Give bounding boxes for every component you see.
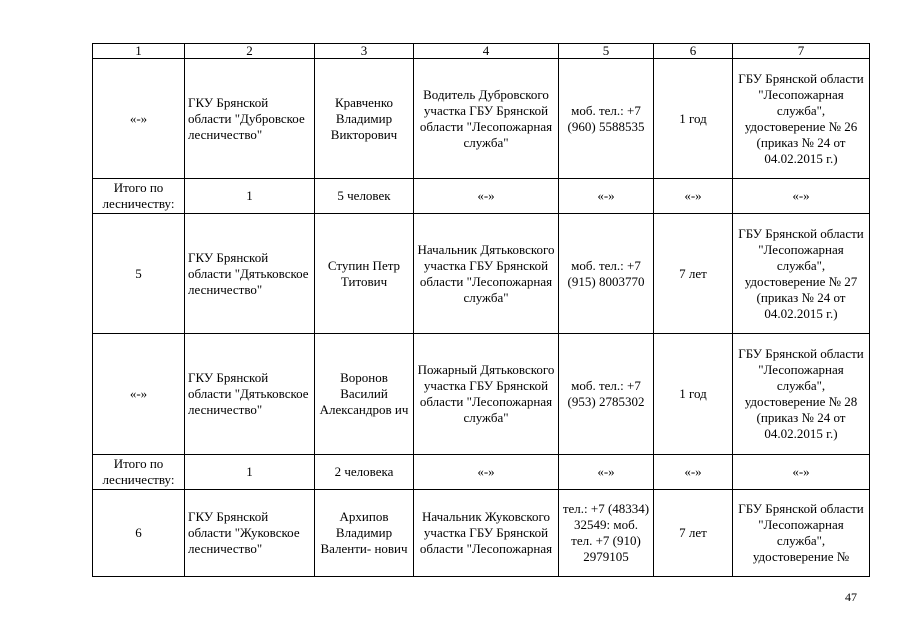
table-row	[93, 59, 870, 179]
total-row	[93, 179, 870, 214]
organization-cell: ГКУ Брянской области "Жуковское лесничество"	[185, 490, 315, 577]
experience-cell: 1 год	[654, 59, 733, 179]
total-cell: «-»	[654, 179, 733, 214]
table-row	[93, 334, 870, 455]
total-cell: 1	[185, 179, 315, 214]
phone-cell: моб. тел.: +7 (953) 2785302	[559, 334, 654, 455]
total-label: Итого по лесничеству:	[93, 455, 185, 490]
total-cell: «-»	[733, 179, 870, 214]
total-cell: «-»	[559, 455, 654, 490]
total-label: Итого по лесничеству:	[93, 179, 185, 214]
position-cell: Водитель Дубровского участка ГБУ Брянской области "Лесопожарная служба"	[414, 59, 559, 179]
column-number: 3	[315, 44, 414, 59]
name-cell: Ступин Петр Титович	[315, 214, 414, 334]
total-cell: 1	[185, 455, 315, 490]
certificate-cell: ГБУ Брянской области "Лесопожарная служба", удостоверение № 28 (приказ № 24 от 04.02.2015 г.)	[733, 334, 870, 455]
total-cell: «-»	[559, 179, 654, 214]
organization-cell: ГКУ Брянской области "Дубровское лесничество"	[185, 59, 315, 179]
certificate-cell: ГБУ Брянской области "Лесопожарная служба", удостоверение № 26 (приказ № 24 от 04.02.2015 г.)	[733, 59, 870, 179]
position-cell: Пожарный Дятьковского участка ГБУ Брянской области "Лесопожарная служба"	[414, 334, 559, 455]
page-number: 47	[845, 590, 857, 604]
experience-cell: 1 год	[654, 334, 733, 455]
table-row	[93, 214, 870, 334]
total-cell: «-»	[414, 455, 559, 490]
position-cell: Начальник Дятьковского участка ГБУ Брянской области "Лесопожарная служба"	[414, 214, 559, 334]
total-row	[93, 455, 870, 490]
row-number: «-»	[93, 334, 185, 455]
certificate-cell: ГБУ Брянской области "Лесопожарная служба", удостоверение № 27 (приказ № 24 от 04.02.2015 г.)	[733, 214, 870, 334]
row-number: 5	[93, 214, 185, 334]
total-cell: 2 человека	[315, 455, 414, 490]
row-number: 6	[93, 490, 185, 577]
phone-cell: моб. тел.: +7 (960) 5588535	[559, 59, 654, 179]
name-cell: Воронов Василий Александров ич	[315, 334, 414, 455]
name-cell: Кравченко Владимир Викторович	[315, 59, 414, 179]
personnel-table	[92, 43, 870, 577]
table-row	[93, 490, 870, 577]
position-cell: Начальник Жуковского участка ГБУ Брянской области "Лесопожарная	[414, 490, 559, 577]
total-cell: «-»	[654, 455, 733, 490]
column-number: 4	[414, 44, 559, 59]
total-cell: 5 человек	[315, 179, 414, 214]
organization-cell: ГКУ Брянской области "Дятьковское лесничество"	[185, 214, 315, 334]
total-cell: «-»	[733, 455, 870, 490]
total-cell: «-»	[414, 179, 559, 214]
row-number: «-»	[93, 59, 185, 179]
name-cell: Архипов Владимир Валенти- нович	[315, 490, 414, 577]
column-number: 7	[733, 44, 870, 59]
experience-cell: 7 лет	[654, 214, 733, 334]
certificate-cell: ГБУ Брянской области "Лесопожарная служба", удостоверение №	[733, 490, 870, 577]
column-number: 2	[185, 44, 315, 59]
organization-cell: ГКУ Брянской области "Дятьковское лесничество"	[185, 334, 315, 455]
column-number-row	[93, 44, 870, 59]
phone-cell: моб. тел.: +7 (915) 8003770	[559, 214, 654, 334]
column-number: 1	[93, 44, 185, 59]
column-number: 5	[559, 44, 654, 59]
experience-cell: 7 лет	[654, 490, 733, 577]
column-number: 6	[654, 44, 733, 59]
phone-cell: тел.: +7 (48334) 32549: моб. тел. +7 (910) 2979105	[559, 490, 654, 577]
